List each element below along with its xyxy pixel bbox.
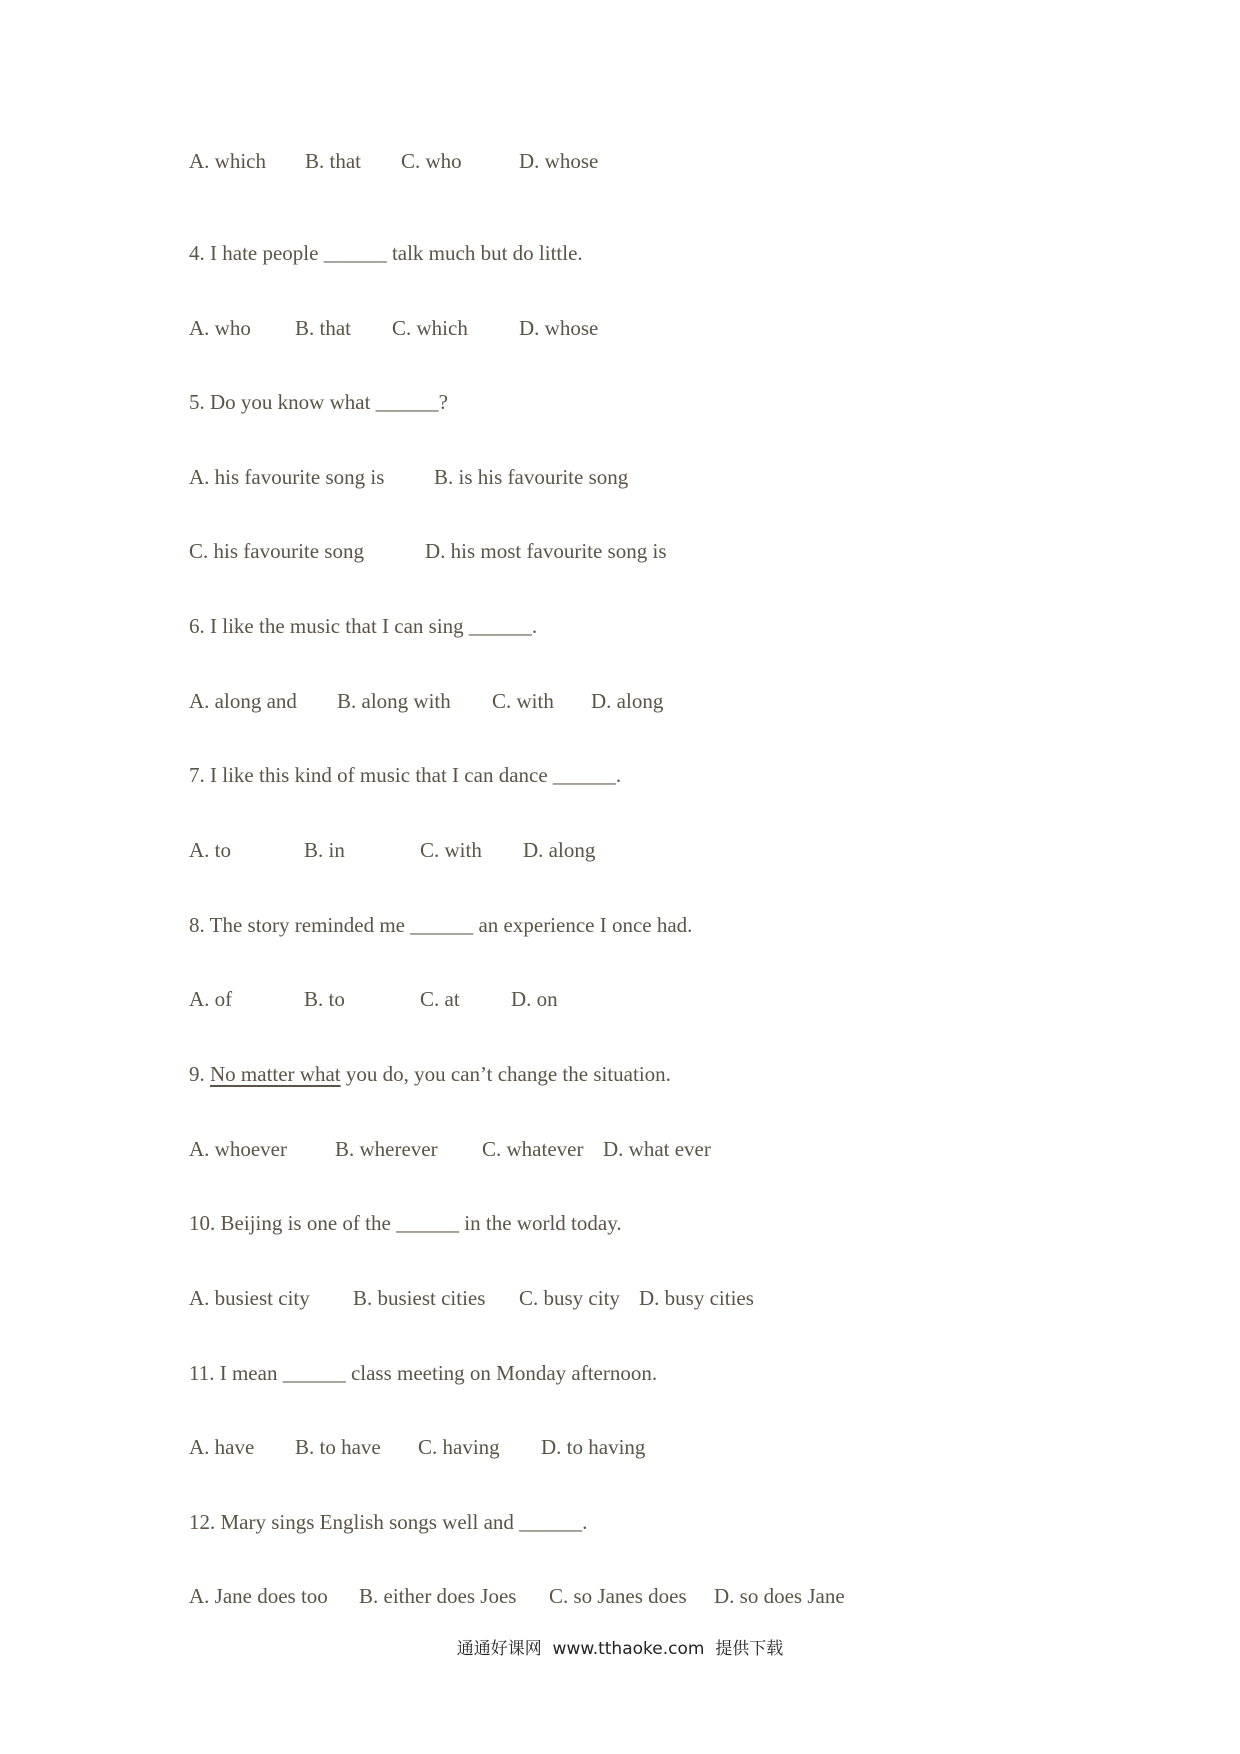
option-c: C. his favourite song [189, 539, 364, 563]
option-b: B. that [295, 316, 351, 340]
option-b: B. to [304, 987, 345, 1011]
question-9 [189, 1061, 671, 1087]
option-a: A. who [189, 316, 251, 340]
footer-site-name: 通通好课网 [456, 1639, 542, 1659]
option-d: D. to having [541, 1435, 646, 1459]
option-d: D. what ever [603, 1137, 711, 1161]
option-c: C. so Janes does [549, 1584, 687, 1608]
underlined-phrase: No matter what [210, 1062, 341, 1086]
option-a: A. his favourite song is [189, 465, 385, 489]
footer-url[interactable]: www.tthaoke.com [552, 1639, 705, 1659]
question-11: 11. I mean ______ class meeting on Monday afternoon. [189, 1361, 658, 1385]
option-d: D. his most favourite song is [425, 539, 667, 563]
question-8: 8. The story reminded me ______ an experience I once had. [189, 913, 693, 937]
option-a: A. have [189, 1435, 255, 1459]
option-d: D. whose [519, 149, 599, 173]
option-a: A. Jane does too [189, 1584, 328, 1608]
option-b: B. along with [337, 689, 451, 713]
page-footer [0, 1637, 1240, 1661]
option-b: B. is his favourite song [434, 465, 629, 489]
option-b: B. in [304, 838, 345, 862]
question-9-number: 9. [189, 1062, 210, 1086]
option-d: D. along [523, 838, 596, 862]
option-c: C. who [401, 149, 462, 173]
option-c: C. at [420, 987, 460, 1011]
question-7: 7. I like this kind of music that I can dance ______. [189, 763, 622, 787]
option-c: C. having [418, 1435, 500, 1459]
option-a: A. of [189, 987, 233, 1011]
option-a: A. along and [189, 689, 297, 713]
option-b: B. either does Joes [359, 1584, 517, 1608]
question-10: 10. Beijing is one of the ______ in the world today. [189, 1211, 622, 1235]
option-b: B. wherever [335, 1137, 438, 1161]
question-12: 12. Mary sings English songs well and ______. [189, 1510, 588, 1534]
option-c: C. with [420, 838, 482, 862]
question-9-text: you do, you can’t change the situation. [340, 1062, 671, 1086]
option-a: A. which [189, 149, 266, 173]
option-b: B. to have [295, 1435, 381, 1459]
option-d: D. busy cities [639, 1286, 754, 1310]
option-d: D. so does Jane [714, 1584, 845, 1608]
question-4: 4. I hate people ______ talk much but do little. [189, 241, 583, 265]
option-b: B. that [305, 149, 361, 173]
option-c: C. busy city [519, 1286, 620, 1310]
option-c: C. with [492, 689, 554, 713]
option-c: C. which [392, 316, 468, 340]
question-6: 6. I like the music that I can sing ______. [189, 614, 538, 638]
option-d: D. along [591, 689, 664, 713]
option-a: A. to [189, 838, 231, 862]
option-b: B. busiest cities [353, 1286, 486, 1310]
option-a: A. whoever [189, 1137, 287, 1161]
option-d: D. on [511, 987, 558, 1011]
option-a: A. busiest city [189, 1286, 310, 1310]
option-c: C. whatever [482, 1137, 584, 1161]
footer-note: 提供下载 [715, 1639, 784, 1659]
option-d: D. whose [519, 316, 599, 340]
question-5: 5. Do you know what ______? [189, 390, 448, 414]
